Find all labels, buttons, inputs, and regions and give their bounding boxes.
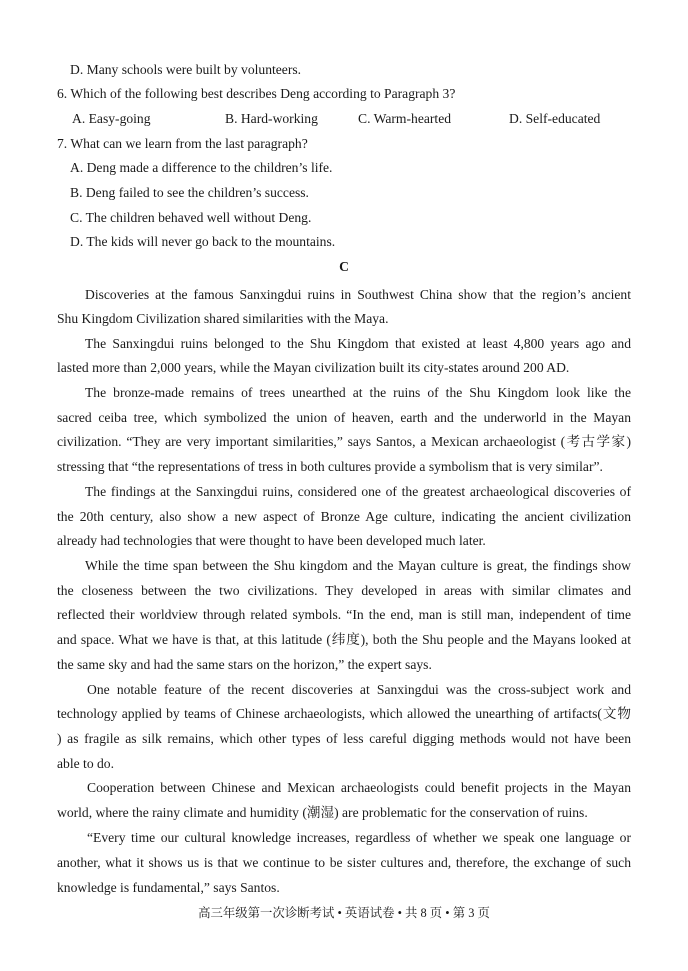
- passage-line: Discoveries at the famous Sanxingdui ruins in Southwest China show that the region’s ancient: [85, 287, 631, 302]
- passage-line: The Sanxingdui ruins belonged to the Shu Kingdom that existed at least 4,800 years ago and: [85, 336, 631, 351]
- passage-line: knowledge is fundamental,” says Santos.: [57, 880, 280, 895]
- passage-line: One notable feature of the recent discoveries at Sanxingdui was the cross-subject work and: [87, 682, 631, 697]
- passage-line: “Every time our cultural knowledge increases, regardless of whether we speak one language or: [87, 830, 631, 845]
- q7-option-b: B. Deng failed to see the children’s success.: [70, 185, 309, 200]
- q6-option-c: C. Warm-hearted: [358, 111, 452, 126]
- passage-line: already had technologies that were thought to have been developed much later.: [57, 533, 486, 548]
- q7-option-a: A. Deng made a difference to the children’s life.: [70, 160, 333, 175]
- passage-line: The findings at the Sanxingdui ruins, considered one of the greatest archaeological discoveries of: [85, 484, 631, 499]
- passage-line: stressing that “the representations of tress in both cultures provide a symbolism that is very similar”.: [57, 459, 603, 474]
- q5-option-d: D. Many schools were built by volunteers.: [70, 62, 302, 77]
- passage-line: another, what it shows us is that we continue to be sister cultures and, therefore, the exchange of such: [57, 855, 631, 870]
- passage-line: lasted more than 2,000 years, while the Mayan civilization built its city-states around 200 AD.: [57, 360, 570, 375]
- passage-line: the 20th century, also show a new aspect of Bronze Age culture, indicating the ancient civilization: [57, 509, 631, 524]
- passage-line: While the time span between the Shu kingdom and the Mayan culture is great, the findings show: [85, 558, 631, 573]
- section-heading: C: [339, 259, 349, 274]
- passage-line: technology applied by teams of Chinese archaeologists, which allowed the unearthing of artifacts(文物: [57, 706, 631, 721]
- passage-line: and space. What we have is that, at this latitude (纬度), both the Shu people and the Mayans looked at: [57, 632, 631, 647]
- q6-option-d: D. Self-educated: [509, 111, 601, 126]
- passage-line: able to do.: [57, 756, 115, 771]
- q7-option-d: D. The kids will never go back to the mountains.: [70, 234, 336, 249]
- passage-line: the same sky and had the same stars on the horizon,” the expert says.: [57, 657, 432, 672]
- passage-line: The bronze-made remains of trees unearthed at the ruins of the Shu Kingdom look like the: [85, 385, 631, 400]
- passage-line: sacred ceiba tree, which symbolized the union of heaven, earth and the underworld in the Mayan: [57, 410, 631, 425]
- q6-option-a: A. Easy-going: [72, 111, 151, 126]
- question-7: 7. What can we learn from the last paragraph?: [57, 136, 308, 151]
- passage-line: Shu Kingdom Civilization shared similarities with the Maya.: [57, 311, 389, 326]
- passage-line: the closeness between the two civilizations. They developed in areas with similar climates and: [57, 583, 631, 598]
- question-6: 6. Which of the following best describes Deng according to Paragraph 3?: [57, 86, 456, 101]
- passage-line: ) as fragile as silk remains, which other types of less careful digging methods would not have been: [57, 731, 631, 746]
- passage-line: civilization. “They are very important similarities,” says Santos, a Mexican archaeologist (考古学家): [57, 434, 631, 449]
- passage-line: Cooperation between Chinese and Mexican archaeologists could benefit projects in the Mayan: [87, 780, 631, 795]
- passage-line: reflected their worldview through related symbols. “In the end, man is still man, independent of time: [57, 607, 631, 622]
- passage-line: world, where the rainy climate and humidity (潮湿) are problematic for the conservation of ruins.: [57, 805, 588, 820]
- q7-option-c: C. The children behaved well without Deng.: [70, 210, 312, 225]
- page-footer: 高三年级第一次诊断考试 • 英语试卷 • 共 8 页 • 第 3 页: [198, 906, 490, 920]
- q6-option-b: B. Hard-working: [225, 111, 318, 126]
